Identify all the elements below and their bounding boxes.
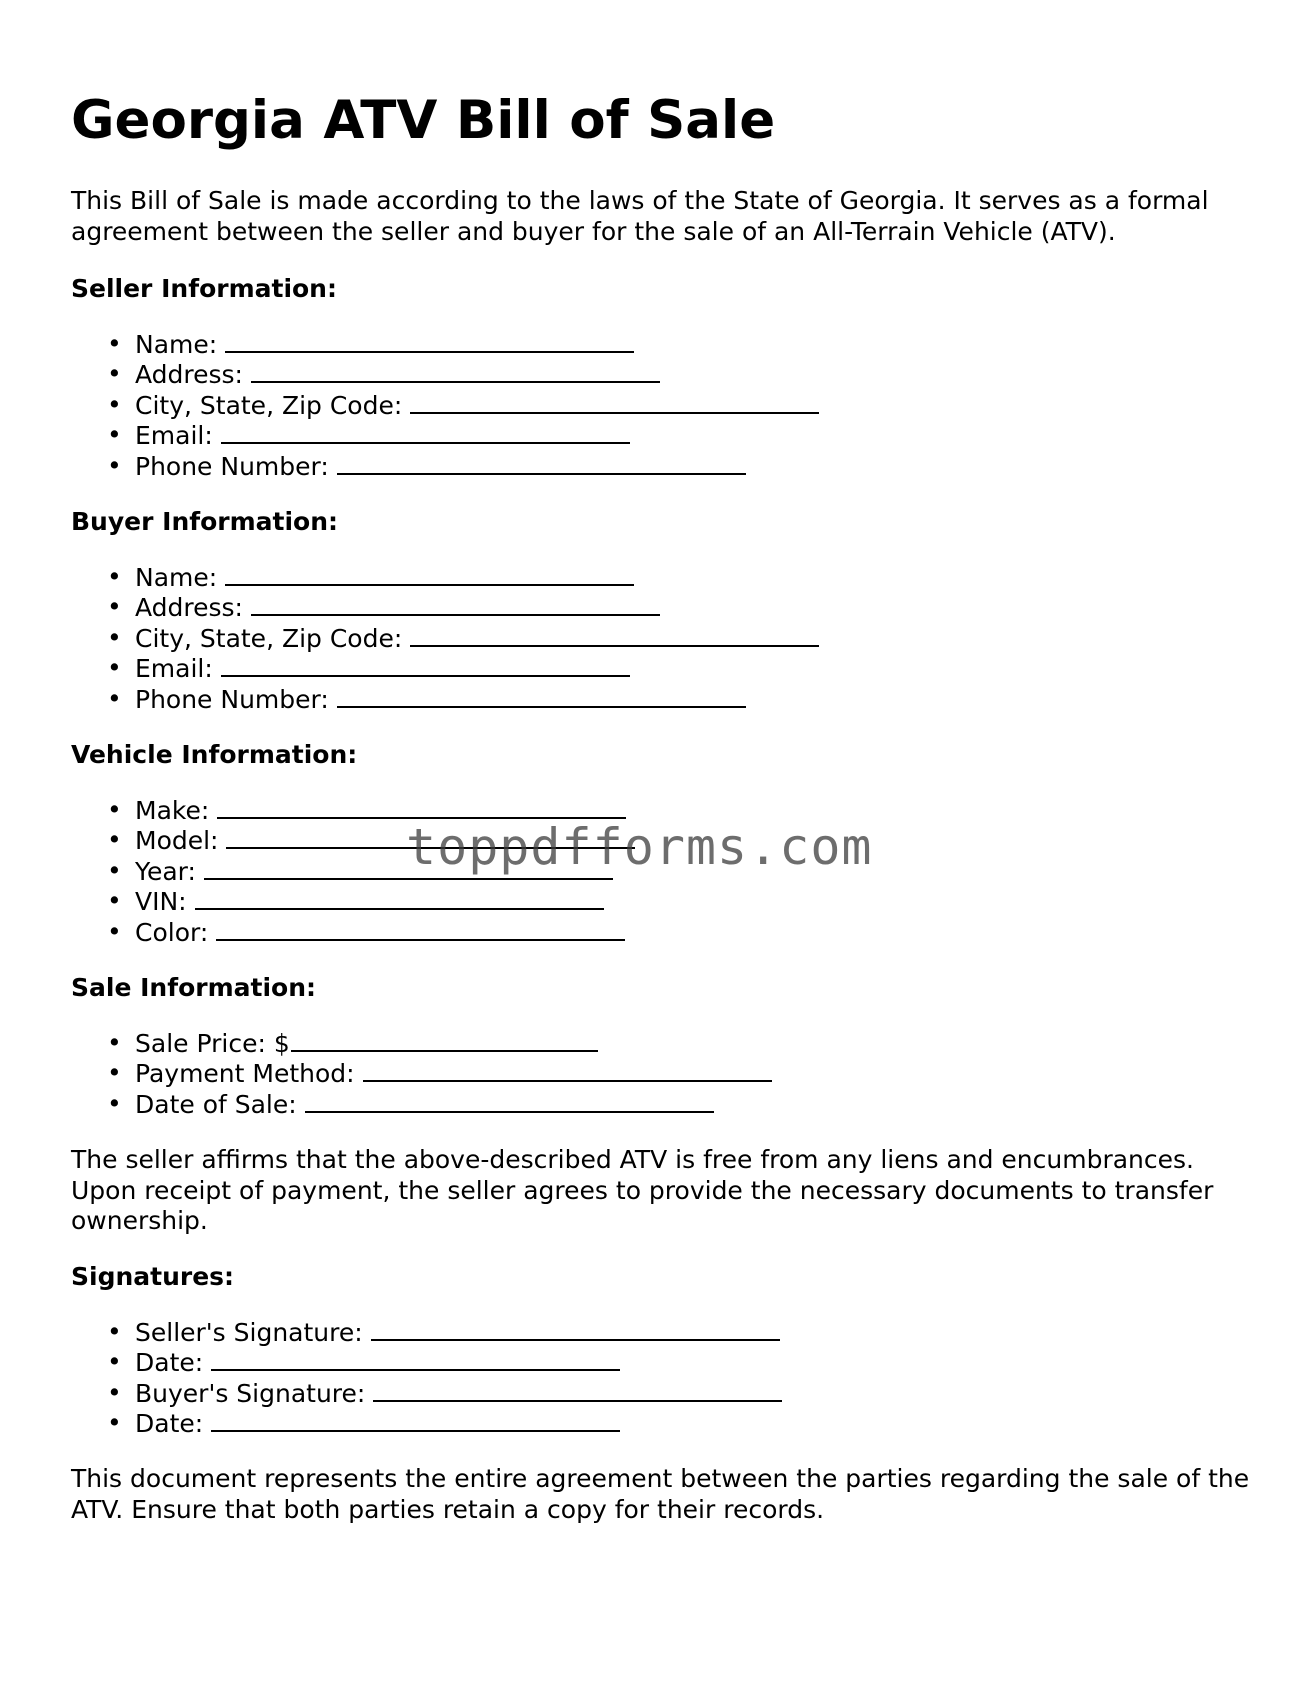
bullet-icon: • bbox=[107, 1408, 122, 1438]
bullet-icon: • bbox=[107, 622, 122, 652]
date-of-sale-field[interactable] bbox=[305, 1089, 714, 1113]
buyer-date-field[interactable] bbox=[211, 1408, 620, 1432]
buyer-signature-field[interactable] bbox=[373, 1378, 782, 1402]
seller-email-item bbox=[71, 420, 819, 450]
bullet-icon: • bbox=[107, 1377, 122, 1407]
field-label: Name: bbox=[135, 563, 218, 592]
sale-fields bbox=[71, 1028, 772, 1119]
buyer-phone-item bbox=[71, 684, 819, 714]
affirmation-paragraph: The seller affirms that the above-described ATV is free from any liens and encumbrances. Upon receipt of payment, the seller agrees to provide the necessary documents to transfer ownership. bbox=[71, 1145, 1214, 1235]
seller-heading: Seller Information: bbox=[71, 274, 337, 303]
closing-paragraph: This document represents the entire agreement between the parties regarding the sale of the ATV. Ensure that both parties retain a copy for their records. bbox=[71, 1464, 1250, 1524]
bullet-icon: • bbox=[107, 916, 122, 946]
bullet-icon: • bbox=[107, 1028, 122, 1057]
sale-price-field[interactable] bbox=[291, 1028, 598, 1052]
field-label: Phone Number: bbox=[135, 684, 329, 714]
vehicle-vin-field[interactable] bbox=[195, 886, 604, 910]
buyer-email-field[interactable] bbox=[221, 653, 630, 677]
intro-paragraph: This Bill of Sale is made according to the laws of the State of Georgia. It serves as a formal agreement between the seller and buyer for the sale of an All-Terrain Vehicle (ATV). bbox=[71, 186, 1209, 246]
field-label: Buyer's Signature: bbox=[135, 1378, 366, 1408]
bullet-icon: • bbox=[107, 450, 122, 480]
seller-name-field[interactable] bbox=[225, 329, 634, 353]
seller-signature-field[interactable] bbox=[371, 1317, 780, 1341]
seller-fields bbox=[71, 329, 819, 481]
vehicle-color-field[interactable] bbox=[216, 917, 625, 941]
vehicle-vin-item bbox=[71, 886, 635, 916]
bullet-icon: • bbox=[107, 1058, 122, 1088]
bullet-icon: • bbox=[107, 562, 122, 591]
field-label: VIN: bbox=[135, 887, 187, 917]
field-label: Color: bbox=[135, 917, 209, 947]
bullet-icon: • bbox=[107, 1317, 122, 1346]
bullet-icon: • bbox=[107, 359, 122, 389]
field-label: Date: bbox=[135, 1348, 204, 1378]
bullet-icon: • bbox=[107, 825, 122, 855]
field-label: Email: bbox=[135, 654, 213, 684]
vehicle-heading: Vehicle Information: bbox=[71, 740, 358, 769]
seller-date-item bbox=[71, 1347, 782, 1377]
sale-heading: Sale Information: bbox=[71, 973, 316, 1002]
bullet-icon: • bbox=[107, 329, 122, 358]
field-label: Name: bbox=[135, 330, 218, 359]
buyer-heading: Buyer Information: bbox=[71, 507, 339, 536]
buyer-address-field[interactable] bbox=[251, 592, 660, 616]
signature-fields bbox=[71, 1317, 782, 1439]
buyer-signature-item bbox=[71, 1378, 782, 1408]
bullet-icon: • bbox=[107, 855, 122, 885]
field-label: City, State, Zip Code: bbox=[135, 623, 403, 653]
field-label: Address: bbox=[135, 593, 243, 623]
field-label: Make: bbox=[135, 796, 210, 825]
bullet-icon: • bbox=[107, 795, 122, 824]
payment-method-field[interactable] bbox=[363, 1058, 772, 1082]
bullet-icon: • bbox=[107, 1347, 122, 1377]
seller-date-field[interactable] bbox=[211, 1347, 620, 1371]
bullet-icon: • bbox=[107, 886, 122, 916]
buyer-city-field[interactable] bbox=[410, 623, 819, 647]
seller-city-field[interactable] bbox=[410, 390, 819, 414]
buyer-date-item bbox=[71, 1408, 782, 1438]
field-label: Date of Sale: bbox=[135, 1089, 297, 1119]
field-label: Phone Number: bbox=[135, 451, 329, 481]
bullet-icon: • bbox=[107, 1088, 122, 1118]
field-label: Date: bbox=[135, 1409, 204, 1439]
seller-signature-item bbox=[71, 1317, 782, 1347]
sale-price-item bbox=[71, 1028, 772, 1058]
bullet-icon: • bbox=[107, 683, 122, 713]
buyer-phone-field[interactable] bbox=[337, 684, 746, 708]
bullet-icon: • bbox=[107, 420, 122, 450]
field-label: City, State, Zip Code: bbox=[135, 390, 403, 420]
seller-city-item bbox=[71, 390, 819, 420]
bullet-icon: • bbox=[107, 653, 122, 683]
bullet-icon: • bbox=[107, 389, 122, 419]
buyer-name-item bbox=[71, 562, 819, 592]
payment-method-item bbox=[71, 1058, 772, 1088]
watermark-text: toppdfforms.com bbox=[406, 818, 873, 876]
buyer-address-item bbox=[71, 592, 819, 622]
seller-name-item bbox=[71, 329, 819, 359]
buyer-fields bbox=[71, 562, 819, 714]
seller-address-field[interactable] bbox=[251, 359, 660, 383]
buyer-email-item bbox=[71, 653, 819, 683]
seller-phone-item bbox=[71, 451, 819, 481]
date-of-sale-item bbox=[71, 1089, 772, 1119]
field-label: Email: bbox=[135, 421, 213, 451]
signatures-heading: Signatures: bbox=[71, 1262, 235, 1291]
field-label: Model: bbox=[135, 826, 219, 856]
vehicle-color-item bbox=[71, 917, 635, 947]
seller-email-field[interactable] bbox=[221, 420, 630, 444]
field-label: Payment Method: bbox=[135, 1059, 355, 1089]
buyer-city-item bbox=[71, 623, 819, 653]
seller-phone-field[interactable] bbox=[337, 451, 746, 475]
seller-address-item bbox=[71, 359, 819, 389]
field-label: Address: bbox=[135, 360, 243, 390]
buyer-name-field[interactable] bbox=[225, 562, 634, 586]
document-title: Georgia ATV Bill of Sale bbox=[71, 90, 776, 151]
field-label: Seller's Signature: bbox=[135, 1318, 363, 1347]
field-label: Sale Price: $ bbox=[135, 1029, 290, 1058]
vehicle-make-field[interactable] bbox=[217, 795, 626, 819]
field-label: Year: bbox=[135, 856, 196, 886]
bullet-icon: • bbox=[107, 592, 122, 622]
